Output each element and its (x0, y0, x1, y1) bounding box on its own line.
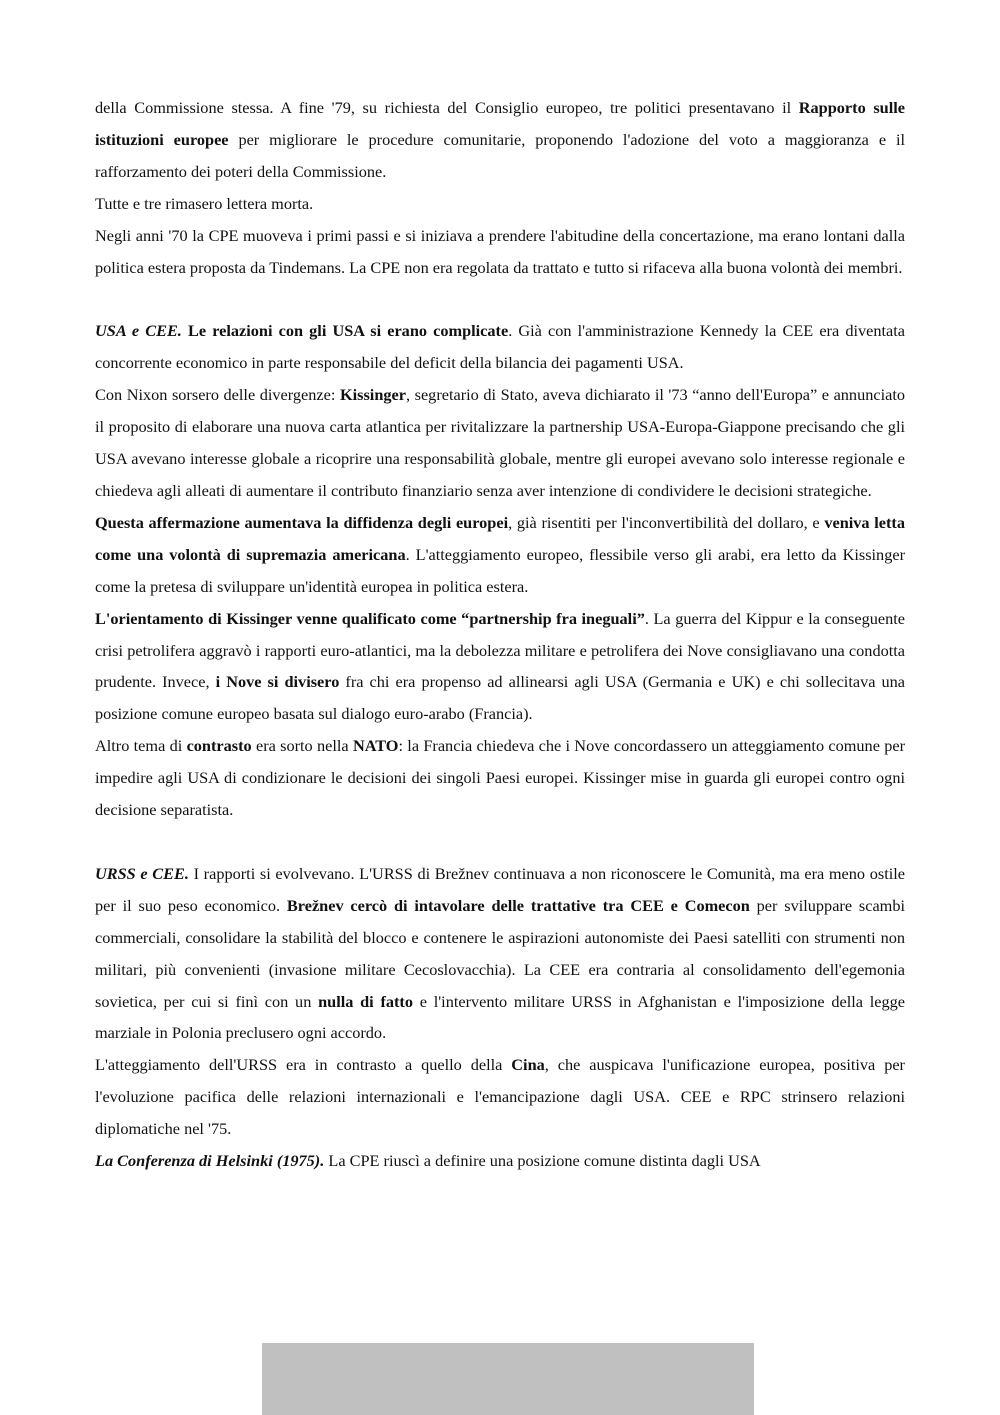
text-run: Con Nixon sorsero delle divergenze: (95, 385, 340, 405)
paragraph (95, 92, 905, 188)
text-run: Tutte e tre rimasero lettera morta. (95, 193, 314, 213)
text-run: . Già con l'amministrazione Kennedy la CEE era diventata concorrente economico in parte responsabile del deficit della bilancia dei pagamenti USA. (95, 321, 905, 373)
paragraph (95, 188, 905, 220)
paragraph (95, 507, 905, 603)
paragraph (95, 315, 905, 379)
bold-text: contrasto (186, 736, 252, 756)
text-run: , segretario di Stato, aveva dichiarato il '73 “anno dell'Europa” e annunciato il proposito di elaborare una nuova carta atlantica per rivitalizzare la partnership USA-Europa-Giappone precisando che gli USA avevano interesse globale a ricoprire una responsabilità globale, mentre gli europei avevano solo interesse regionale e chiedeva agli alleati di aumentare il contributo finanziario senza aver intenzione di condividere le decisioni strategiche. (95, 385, 905, 500)
section-heading: URSS e CEE. (95, 863, 189, 883)
bold-text: veniva letta come una volontà di supremazia americana (95, 512, 905, 564)
section-heading: La Conferenza di Helsinki (1975). (95, 1151, 325, 1171)
text-run: e l'intervento militare URSS in Afghanistan e l'imposizione della legge marziale in Polonia preclusero ogni accordo. (95, 991, 905, 1043)
bold-text: Brežnev cercò di intavolare delle trattative tra CEE e Comecon (286, 895, 750, 915)
text-run: , già risentiti per l'inconvertibilità del dollaro, e (508, 512, 825, 532)
paragraph-gap (95, 283, 905, 315)
footer-placeholder-box (262, 1343, 754, 1415)
bold-text: NATO (352, 736, 399, 756)
bold-text: i Nove si divisero (215, 672, 340, 692)
text-run: era sorto nella (251, 736, 353, 756)
text-run: : la Francia chiedeva che i Nove concordassero un atteggiamento comune per impedire agli USA di condizionare le decisioni dei singoli Paesi europei. Kissinger mise in guarda gli europei contro ogni decisione separatista. (95, 736, 906, 820)
text-run: . L'atteggiamento europeo, flessibile verso gli arabi, era letto da Kissinger come la pretesa di sviluppare un'identità europea in politica estera. (95, 544, 905, 596)
bold-text: Le relazioni con gli USA si erano complicate (188, 321, 509, 341)
text-run: . La guerra del Kippur e la conseguente crisi petrolifera aggravò i rapporti euro-atlantici, ma la debolezza militare e petrolifera dei Nove consigliavano una condotta prudente. Invece, (95, 608, 905, 692)
paragraph (95, 220, 905, 284)
text-run: Altro tema di (95, 736, 187, 756)
paragraph (95, 603, 905, 731)
section-heading: USA e CEE. (95, 321, 182, 341)
text-run: Negli anni '70 la CPE muoveva i primi passi e si iniziava a prendere l'abitudine della concertazione, ma erano lontani dalla politica estera proposta da Tindemans. La CPE non era regolata da trattato e tutto si rifaceva alla buona volontà dei membri. (95, 225, 905, 277)
bold-text: Cina (511, 1055, 545, 1075)
text-run: L'atteggiamento dell'URSS era in contrasto a quello della (95, 1055, 512, 1075)
paragraph (95, 730, 905, 826)
paragraph (95, 1049, 905, 1145)
text-run: , che auspicava l'unificazione europea, positiva per l'evoluzione pacifica delle relazioni internazionali e l'emancipazione dagli USA. CEE e RPC strinsero relazioni diplomatiche nel '75. (95, 1055, 905, 1139)
text-run: per sviluppare scambi commerciali, consolidare la stabilità del blocco e contenere le aspirazioni autonomiste dei Paesi satelliti con strumenti non militari, più convenienti (invasione militare Cecoslovacchia). La CEE era contraria al consolidamento dell'egemonia sovietica, per cui si finì con un (95, 895, 906, 1011)
bold-text: L'orientamento di Kissinger venne qualificato come “partnership fra ineguali” (95, 608, 645, 628)
text-run: La CPE riuscì a definire una posizione comune distinta dagli USA (324, 1151, 761, 1171)
bold-text: nulla di fatto (318, 991, 413, 1011)
paragraph (95, 379, 905, 507)
text-run: fra chi era propenso ad allinearsi agli USA (Germania e UK) e chi sollecitava una posizione comune europeo basata sul dialogo euro-arabo (Francia). (95, 672, 906, 724)
paragraph-gap (95, 826, 905, 858)
paragraph (95, 1145, 905, 1177)
text-run: I rapporti si evolvevano. L'URSS di Brežnev continuava a non riconoscere le Comunità, ma era meno ostile per il suo peso economico. (95, 863, 905, 915)
bold-text: Questa affermazione aumentava la diffidenza degli europei (95, 512, 509, 532)
paragraph (95, 858, 905, 1049)
document-body (95, 92, 905, 1177)
bold-text: Rapporto sulle istituzioni europee (95, 98, 905, 149)
text-run: per migliorare le procedure comunitarie, proponendo l'adozione del voto a maggioranza e il rafforzamento dei poteri della Commissione. (95, 129, 905, 181)
bold-text: Kissinger (339, 385, 406, 405)
text-run: della Commissione stessa. A fine '79, su richiesta del Consiglio europeo, tre politici presentavano il (95, 98, 799, 117)
